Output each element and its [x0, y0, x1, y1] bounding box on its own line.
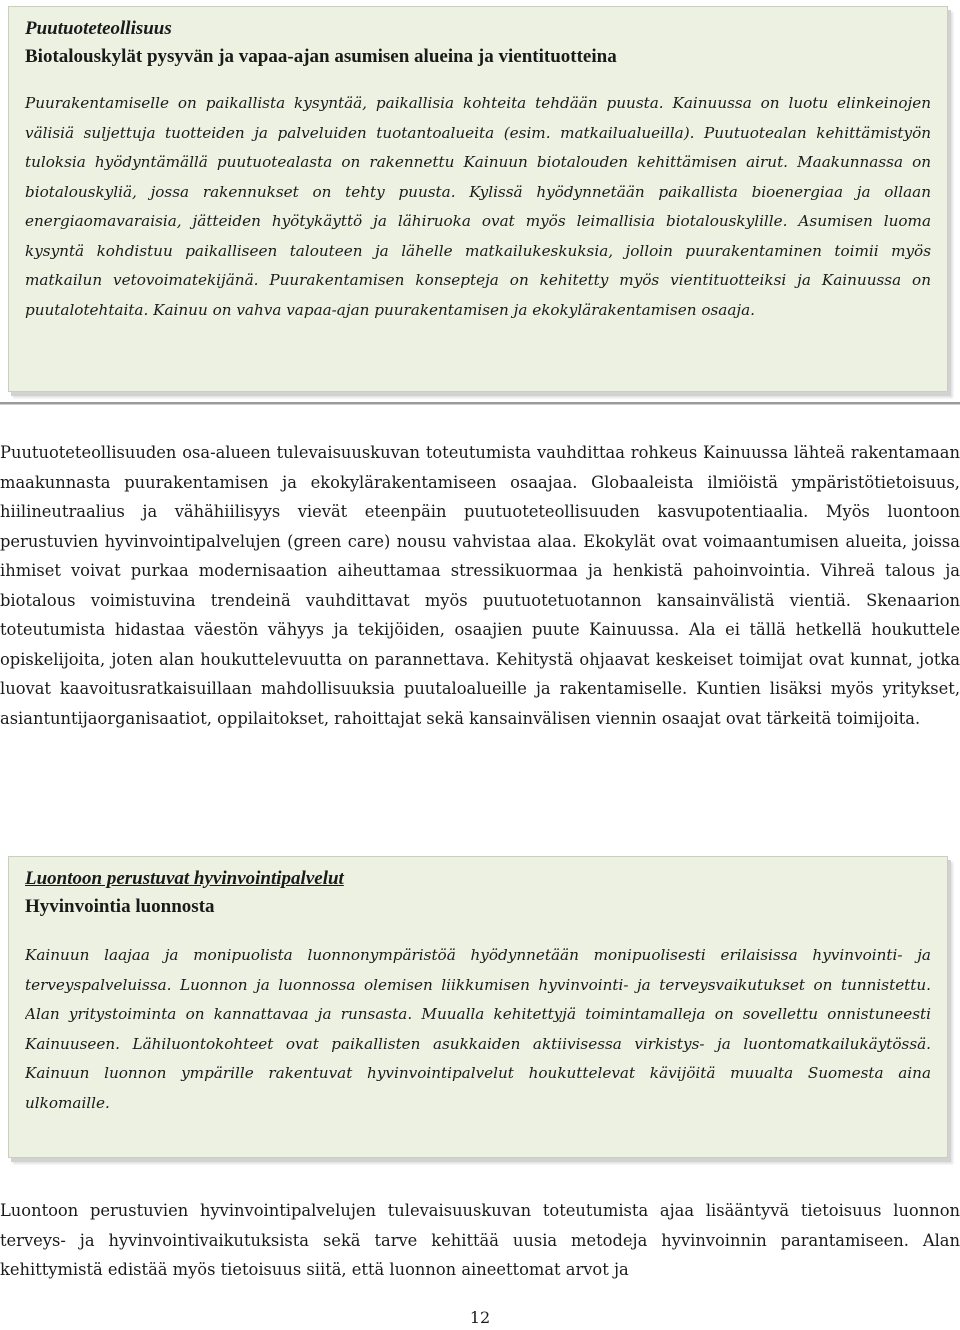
scenario-box-nature-wellbeing: [8, 856, 948, 1158]
box-subtitle: Biotalouskylät pysyvän ja vapaa-ajan asumisen alueina ja vientituotteina: [25, 46, 617, 67]
section-divider: [0, 402, 960, 404]
box-text: Kainuun laajaa ja monipuolista luonnonympäristöä hyödynnetään monipuolisesti erilaisissa hyvinvointi- ja terveyspalveluissa. Luonnon ja luonnossa olemisen liikkumisen hyvinvointi- ja terveysvaikutukset on tunnistettu. Alan yritystoiminta on kannattavaa ja runsasta. Muualla kehitettyjä toimintamalleja on sovellettu onnistuneesti Kainuuseen. Lähiluontokohteet ovat paikallisten asukkaiden aktiivisessa virkistys- ja luontomatkailukäytössä. Kainuun luonnon ympärille rakentuvat hyvinvointipalvelut houkuttelevat kävijöitä muualta Suomesta aina ulkomaille.: [25, 946, 931, 1112]
box-title: Puutuoteteollisuus: [25, 18, 172, 39]
page-number: 12: [469, 1308, 491, 1327]
box-title: Luontoon perustuvat hyvinvointipalvelut: [25, 868, 344, 889]
box-text: Puurakentamiselle on paikallista kysyntää, paikallisia kohteita tehdään puusta. Kainuussa on luotu elinkeinojen välisiä suljettuja tuotteiden ja palveluiden tuotantoalueita (esim. matkailualueilla). Puutuotealan kehittämistyön tuloksia hyödyntämällä puutuotealasta on rakennettu Kainuun biotalouden kehittämisen airut. Maakunnassa on biotalouskyliä, jossa rakennukset on tehty puusta. Kylissä hyödynnetään paikallista bioenergiaa ja ollaan energiaomavaraisia, jätteiden hyötykäyttö ja lähiruoka ovat myös leimallisia biotalouskylille. Asumisen luoma kysyntä kohdistuu paikalliseen talouteen ja lähelle matkailukeskuksia, jolloin puurakentaminen toimii myös matkailun vetovoimatekijänä. Puurakentamisen konsepteja on kehitetty myös vientituotteiksi ja Kainuussa on puutalotehtaita. Kainuu on vahva vapaa-ajan puurakentamisen ja ekokylärakentamisen osaaja.: [25, 94, 931, 319]
body-paragraph: Puutuoteteollisuuden osa-alueen tulevaisuuskuvan toteutumista vauhdittaa rohkeus Kainuussa lähteä rakentamaan maakunnasta puurakentamisen ja ekokylärakentamiseen osaajaa. Globaaleista ilmiöistä ympäristötietoisuus, hiilineutraalius ja vähähiilisyys vievät eteenpäin puutuoteteollisuuden kasvupotentiaalia. Myös luontoon perustuvien hyvinvointipalvelujen (green care) nousu vahvistaa alaa. Ekokylät ovat voimaantumisen alueita, joissa ihmiset voivat purkaa modernisaation aiheuttamaa stressikuormaa ja henkistä pahoinvointia. Vihreä talous ja biotalous voimistuvina trendeinä vauhdittavat myös puutuotetuotannon kansainvälistä vientiä. Skenaarion toteutumista hidastaa väestön vähyys ja tekijöiden, osaajien puute Kainuussa. Ala ei tällä hetkellä houkuttele opiskelijoita, joten alan houkuttelevuutta on parannettava. Kehitystä ohjaavat keskeiset toimijat ovat kunnat, jotka luovat kaavoitusratkaisuillaan mahdollisuuksia puutaloalueille ja rakentamiselle. Kuntien lisäksi myös yritykset, asiantuntijaorganisaatiot, oppilaitokset, rahoittajat sekä kansainvälisen viennin osaajat ovat tärkeitä toimijoita.: [0, 443, 960, 728]
box-subtitle: Hyvinvointia luonnosta: [25, 896, 215, 917]
scenario-box-wood-industry: [8, 6, 948, 392]
body-paragraph: Luontoon perustuvien hyvinvointipalvelujen tulevaisuuskuvan toteutumista ajaa lisääntyvä tietoisuus luonnon terveys- ja hyvinvointivaikutuksista sekä tarve kehittää uusia metodeja hyvinvoinnin parantamiseen. Alan kehittymistä edistää myös tietoisuus siitä, että luonnon aineettomat arvot ja: [0, 1201, 960, 1279]
